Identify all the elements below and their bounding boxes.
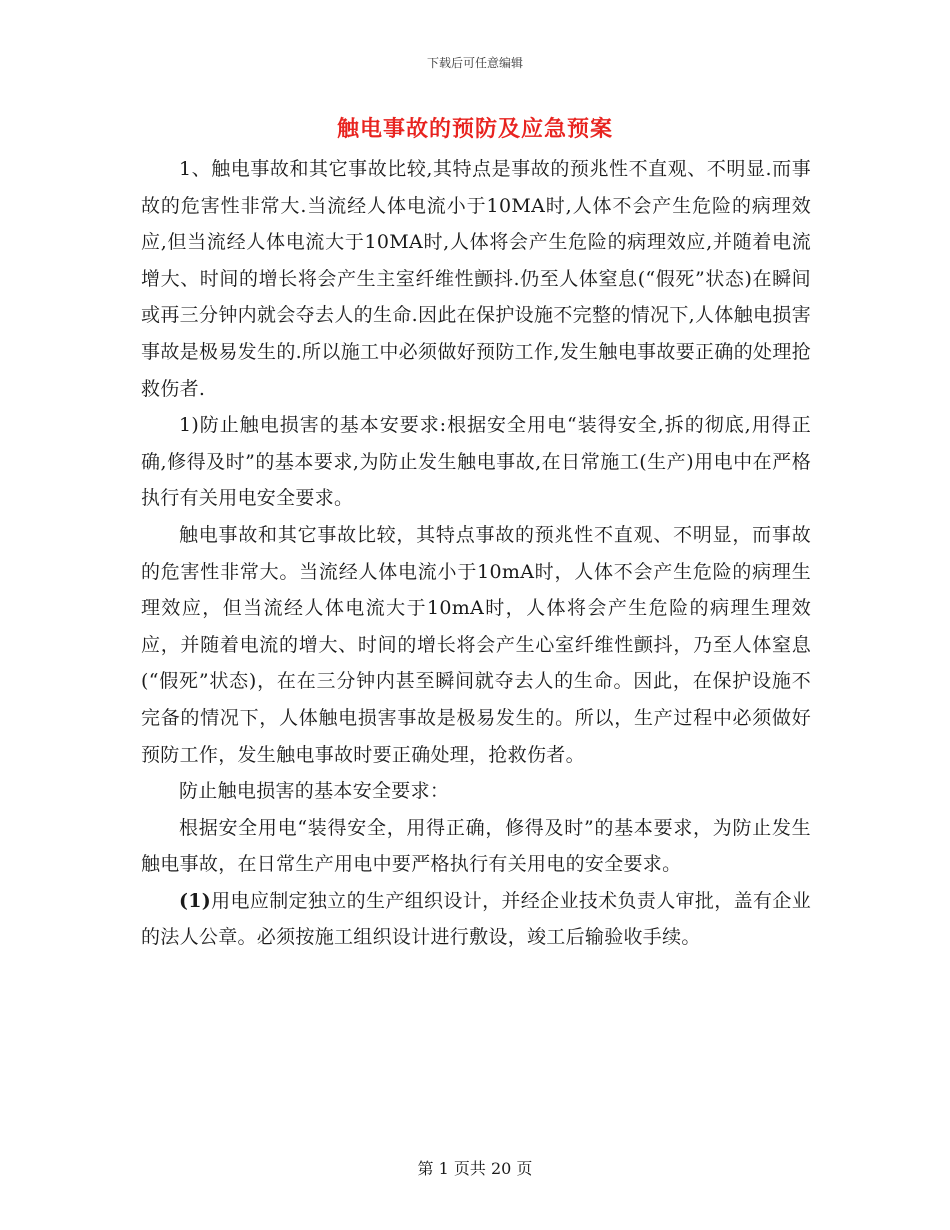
paragraph-6 (141, 883, 811, 956)
paragraph-6-text: 用电应制定独立的生产组织设计，并经企业技术负责人审批，盖有企业的法人公章。必须按施工组织设计进行敷设，竣工后输验收手续。 (141, 889, 811, 949)
paragraph-5: 根据安全用电“装得安全，用得正确，修得及时”的基本要求，为防止发生触电事故，在日常生产用电中要严格执行有关用电的安全要求。 (141, 816, 811, 876)
paragraph-3: 触电事故和其它事故比较，其特点事故的预兆性不直观、不明显，而事故的危害性非常大。当流经人体电流小于10mA时，人体不会产生危险的病理生理效应，但当流经人体电流大于10mA时，人体将会产生危险的病理生理效应，并随着电流的增大、时间的增长将会产生心室纤维性颤抖，乃至人体窒息(“假死”状态)，在在三分钟内甚至瞬间就夺去人的生命。因此，在保护设施不完备的情况下，人体触电损害事故是极易发生的。所以，生产过程中必须做好预防工作，发生触电事故时要正确处理，抢救伤者。 (141, 523, 811, 766)
paragraph-1: 1、触电事故和其它事故比较,其特点是事故的预兆性不直观、不明显.而事故的危害性非常大.当流经人体电流小于10MA时,人体不会产生危险的病理效应,但当流经人体电流大于10MA时,人体将会产生危险的病理效应,并随着电流增大、时间的增长将会产生主室纤维性颤抖.仍至人体窒息(“假死”状态)在瞬间或再三分钟内就会夺去人的生命.因此在保护设施不完整的情况下,人体触电损害事故是极易发生的.所以施工中必须做好预防工作,发生触电事故要正确的处理抢救伤者. (141, 158, 811, 400)
document-title: 触电事故的预防及应急预案 (336, 116, 613, 142)
paragraph-6-number: (1) (179, 889, 212, 912)
paragraph-4: 防止触电损害的基本安全要求： (179, 780, 450, 803)
paragraph-2: 1)防止触电损害的基本安要求:根据安全用电“装得安全,拆的彻底,用得正确,修得及时”的基本要求,为防止发生触电事故,在日常施工(生产)用电中在严格执行有关用电安全要求。 (141, 414, 811, 510)
page-number: 第 1 页共 20 页 (417, 1159, 533, 1178)
document-body (141, 151, 811, 956)
page-header-note: 下载后可任意编辑 (426, 56, 523, 70)
